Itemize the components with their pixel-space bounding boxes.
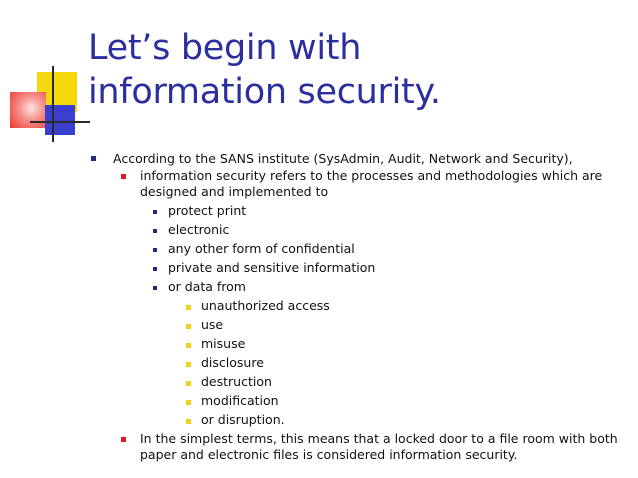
bullet-square-icon <box>153 286 157 290</box>
blue-square-shape <box>45 105 75 135</box>
bullet-square-icon <box>153 210 157 214</box>
list-item-level4: misuse <box>201 336 246 351</box>
bullet-square-icon <box>186 362 191 367</box>
bullet-square-icon <box>121 174 126 179</box>
list-item-level4: or disruption. <box>201 412 285 427</box>
list-item-level2: information security refers to the processes and methodologies which are designed and implemented to <box>140 168 603 199</box>
bullet-square-icon <box>186 305 191 310</box>
list-item-level1: According to the SANS institute (SysAdmin, Audit, Network and Security), <box>113 151 573 166</box>
list-item-level4: disclosure <box>201 355 264 370</box>
title-line-1: Let’s begin with <box>88 28 362 68</box>
bullet-square-icon <box>186 381 191 386</box>
list-item-level3: protect print <box>168 203 247 218</box>
list-item-level3: private and sensitive information <box>168 260 376 275</box>
list-item-level3: or data from <box>168 279 246 294</box>
bullet-square-icon <box>186 400 191 405</box>
list-item-level4: use <box>201 317 224 332</box>
vertical-line-shape <box>52 66 54 142</box>
bullet-square-icon <box>153 248 157 252</box>
bullet-square-icon <box>186 324 191 329</box>
bullet-square-icon <box>91 156 96 161</box>
list-item-level4: unauthorized access <box>201 298 330 313</box>
bullet-square-icon <box>186 419 191 424</box>
list-item-level3: electronic <box>168 222 230 237</box>
list-item-level3: any other form of confidential <box>168 241 355 256</box>
bullet-square-icon <box>121 437 126 442</box>
title-line-2: information security. <box>88 72 441 112</box>
bullet-square-icon <box>153 267 157 271</box>
list-item-level2: In the simplest terms, this means that a locked door to a file room with both paper and electronic files is considered information security. <box>140 431 618 462</box>
list-item-level4: modification <box>201 393 279 408</box>
bullet-square-icon <box>153 229 157 233</box>
bullet-square-icon <box>186 343 191 348</box>
slide-title <box>88 26 441 114</box>
horizontal-line-shape <box>30 121 90 123</box>
list-item-level4: destruction <box>201 374 272 389</box>
